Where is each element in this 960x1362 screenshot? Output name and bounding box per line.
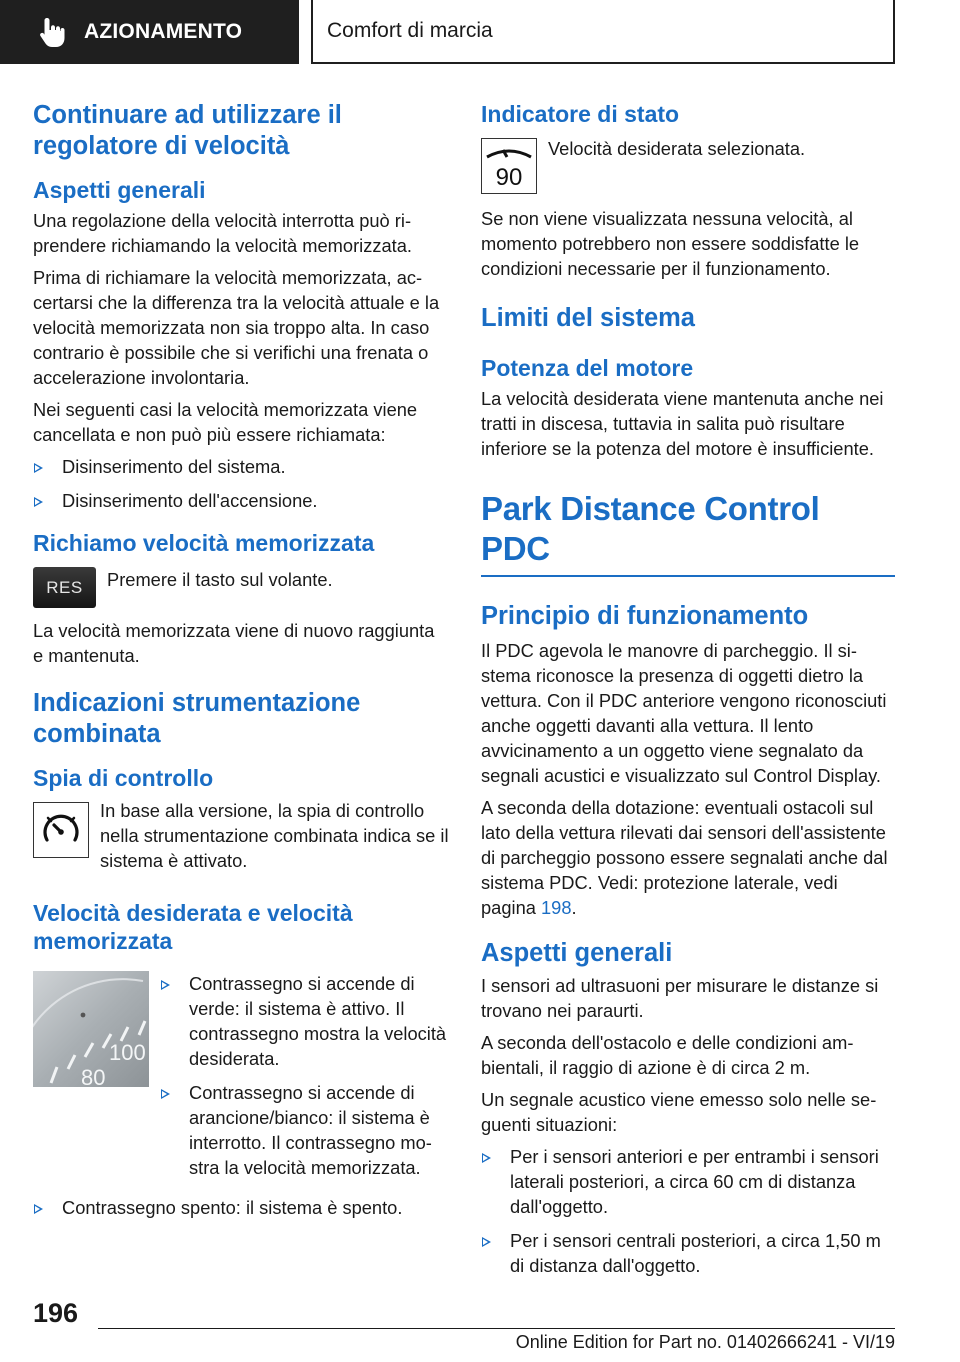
bullet-list <box>33 454 449 513</box>
page-link[interactable]: 198 <box>540 897 572 918</box>
chapter-title: Comfort di marcia <box>327 19 493 42</box>
heading-potenza: Potenza del motore <box>481 355 694 381</box>
list-item: Disinserimento dell'accensione. <box>33 488 449 513</box>
paragraph: La velocità memorizzata viene di nuovo raggiunta e mantenuta. <box>33 620 435 666</box>
bullet-list <box>33 1195 449 1220</box>
bullet-list <box>481 1144 895 1278</box>
res-text: Premere il tasto sul volante. <box>107 569 333 590</box>
left-column <box>33 100 449 1229</box>
chapter-tab <box>311 0 895 64</box>
heading-spia: Spia di controllo <box>33 765 214 791</box>
paragraph: La velocità desiderata viene mantenuta anche nei tratti in discesa, tuttavia in salita può risultare inferiore se la potenza del motore è insufficiente. <box>481 388 884 459</box>
paragraph: Nei seguenti casi la velocità memorizzata viene cancellata e non può più essere richiamata: <box>33 399 418 445</box>
gauge-section <box>33 971 449 1189</box>
triangle-bullet-icon <box>161 1089 170 1099</box>
list-item: Per i sensori centrali posteriori, a circa 1,50 m di distanza dall'oggetto. <box>481 1228 895 1278</box>
heading-aspetti-generali-2: Aspetti generali <box>481 939 673 967</box>
list-item: Contrassegno si accende di verde: il sistema è attivo. Il contrassegno mostra la velocità desiderata. <box>160 971 449 1071</box>
footer-edition: Online Edition for Part no. 01402666241 - VI/19 <box>515 1332 895 1352</box>
gauge-label-80: 80 <box>81 1065 106 1087</box>
status-indicator-row <box>481 136 895 194</box>
list-item: Disinserimento del sistema. <box>33 454 449 479</box>
triangle-bullet-icon <box>482 1237 491 1247</box>
heading-richiamo: Richiamo velocità memorizzata <box>33 530 375 556</box>
heading-pdc: Park Distance Control PDC <box>481 489 895 577</box>
heading-aspetti-generali: Aspetti generali <box>33 177 206 203</box>
paragraph: Se non viene visualizzata nessuna velocità, al momento potrebbero non essere soddisfatte le condizioni necessarie per il funzionamento. <box>481 208 860 279</box>
heading-continue: Continuare ad utilizzare il regolatore di velocità <box>33 101 342 160</box>
triangle-bullet-icon <box>34 497 43 507</box>
heading-principio: Principio di funzionamento <box>481 602 809 630</box>
heading-indicazioni: Indicazioni strumentazione combinata <box>33 689 361 748</box>
paragraph: Un segnale acustico viene emesso solo nelle seguenti situazioni: <box>481 1089 877 1135</box>
cruise-control-indicator-icon <box>33 802 89 858</box>
page-number: 196 <box>33 1298 79 1328</box>
spia-text: In base alla versione, la spia di controllo nella strumentazione combinata indica se il sistema è attivato. <box>100 800 449 871</box>
triangle-bullet-icon <box>161 980 170 990</box>
heading-limiti: Limiti del sistema <box>481 304 695 332</box>
paragraph: I sensori ad ultrasuoni per misurare le distanze si trovano nei paraurti. <box>481 975 879 1021</box>
set-speed-indicator-icon <box>481 138 537 194</box>
section-tab <box>0 0 299 64</box>
heading-velocita: Velocità desiderata e velocità memorizzata <box>33 900 353 954</box>
triangle-bullet-icon <box>34 1204 43 1214</box>
paragraph: Una regolazione della velocità interrotta può riprendere richiamando la velocità memorizzata. <box>33 210 413 256</box>
hand-pointer-icon <box>38 16 66 48</box>
bullet-list <box>160 971 449 1189</box>
spia-instruction <box>33 798 449 873</box>
section-title: AZIONAMENTO <box>84 20 243 43</box>
list-item: Contrassegno spento: il sistema è spento. <box>33 1195 449 1220</box>
res-instruction <box>33 567 449 608</box>
res-button-icon: RES <box>33 567 96 608</box>
heading-indicatore: Indicatore di stato <box>481 101 680 127</box>
speedometer-gauge-image <box>33 971 149 1087</box>
svg-text:90: 90 <box>495 164 523 191</box>
list-item: Per i sensori anteriori e per entrambi i sensori laterali posteriori, a circa 60 cm di distanza dall'oggetto. <box>481 1144 895 1219</box>
triangle-bullet-icon <box>482 1153 491 1163</box>
gauge-label-100: 100 <box>109 1040 146 1065</box>
footer-divider <box>98 1328 895 1329</box>
paragraph: Il PDC agevola le manovre di parcheggio. Il sistema riconosce la presenza di oggetti dietro la vettura. Con il PDC anteriore vengono riconosciuti anche oggetti davanti alla vettura. Il lento avvicinamento a un oggetto viene segnalato da segnali acustici e visualizzato sul Control Display. <box>481 640 887 786</box>
triangle-bullet-icon <box>34 463 43 473</box>
paragraph: A seconda dell'ostacolo e delle condizioni ambientali, il raggio di azione è di circa 2 m. <box>481 1032 854 1078</box>
paragraph: A seconda della dotazione: eventuali ostacoli sul lato della vettura rilevati dai sensori dell'assistente di parcheggio possono essere segnalati anche dal sistema PDC. Vedi: protezione laterale, vedi pagina 198. <box>481 797 888 918</box>
list-item: Contrassegno si accende di arancione/bianco: il sistema è interrotto. Il contrassegno mostra la velocità memorizzata. <box>160 1080 449 1180</box>
status-text: Velocità desiderata selezionata. <box>548 138 806 159</box>
paragraph: Prima di richiamare la velocità memorizzata, accertarsi che la differenza tra la velocità attuale e la velocità memorizzata non sia troppo alta. In caso contrario è possibile che si verifichi una frenata o accelerazione involontaria. <box>33 267 440 388</box>
right-column <box>481 100 895 1287</box>
